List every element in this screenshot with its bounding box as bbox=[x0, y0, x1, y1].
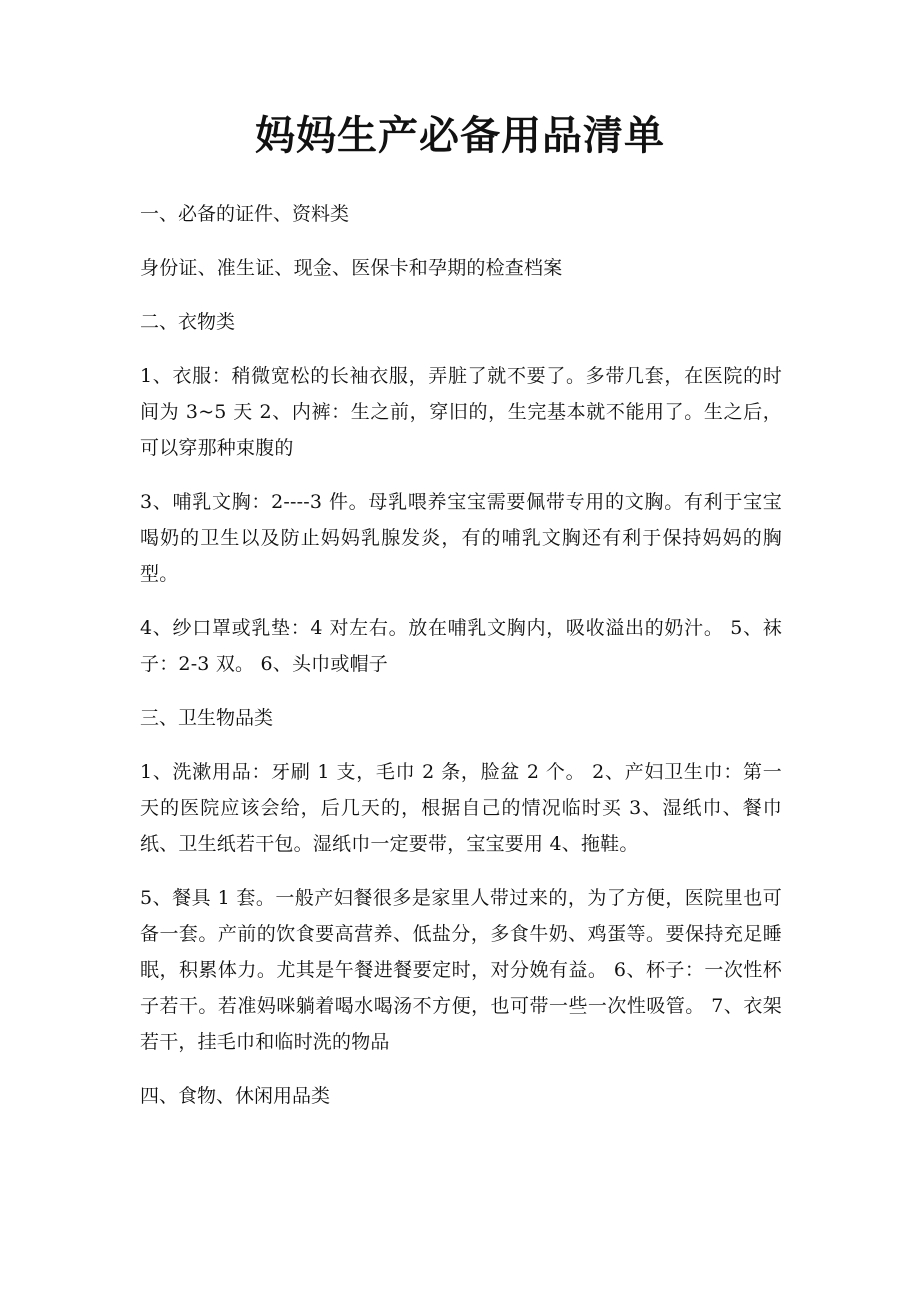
paragraph-clothing-3: 4、纱口罩或乳垫：4 对左右。放在哺乳文胸内，吸收溢出的奶汁。 5、袜子：2-3 双。 6、头巾或帽子 bbox=[140, 617, 782, 675]
section-heading-food-leisure: 四、食物、休闲用品类 bbox=[140, 1085, 331, 1107]
paragraph-hygiene-2: 5、餐具 1 套。一般产妇餐很多是家里人带过来的，为了方便，医院里也可备一套。产前的饮食要高营养、低盐分，多食牛奶、鸡蛋等。要保持充足睡眠，积累体力。尤其是午餐进餐要定时，对分娩有益。 6、杯子：一次性杯子若干。若准妈咪躺着喝水喝汤不方便，也可带一些一次性吸管。 7、衣架若干，挂毛巾和临时洗的物品 bbox=[140, 887, 782, 1053]
section-heading-hygiene: 三、卫生物品类 bbox=[140, 707, 274, 729]
paragraph-clothing-2: 3、哺乳文胸：2----3 件。母乳喂养宝宝需要佩带专用的文胸。有利于宝宝喝奶的卫生以及防止妈妈乳腺发炎，有的哺乳文胸还有利于保持妈妈的胸型。 bbox=[140, 491, 782, 585]
page-title: 妈妈生产必备用品清单 bbox=[255, 112, 665, 159]
document-body bbox=[140, 196, 782, 1132]
paragraph-clothing-1: 1、衣服：稍微宽松的长袖衣服，弄脏了就不要了。多带几套，在医院的时间为 3~5 天 2、内裤：生之前，穿旧的，生完基本就不能用了。生之后，可以穿那种束腹的 bbox=[140, 365, 782, 459]
section-heading-documents: 一、必备的证件、资料类 bbox=[140, 203, 350, 225]
paragraph-documents-list: 身份证、准生证、现金、医保卡和孕期的检查档案 bbox=[140, 257, 563, 279]
paragraph-hygiene-1: 1、洗漱用品：牙刷 1 支，毛巾 2 条，脸盆 2 个。 2、产妇卫生巾：第一天的医院应该会给，后几天的，根据自己的情况临时买 3、湿纸巾、餐巾纸、卫生纸若干包。湿纸巾一定要带，宝宝要用 4、拖鞋。 bbox=[140, 761, 782, 855]
section-heading-clothing: 二、衣物类 bbox=[140, 311, 236, 333]
